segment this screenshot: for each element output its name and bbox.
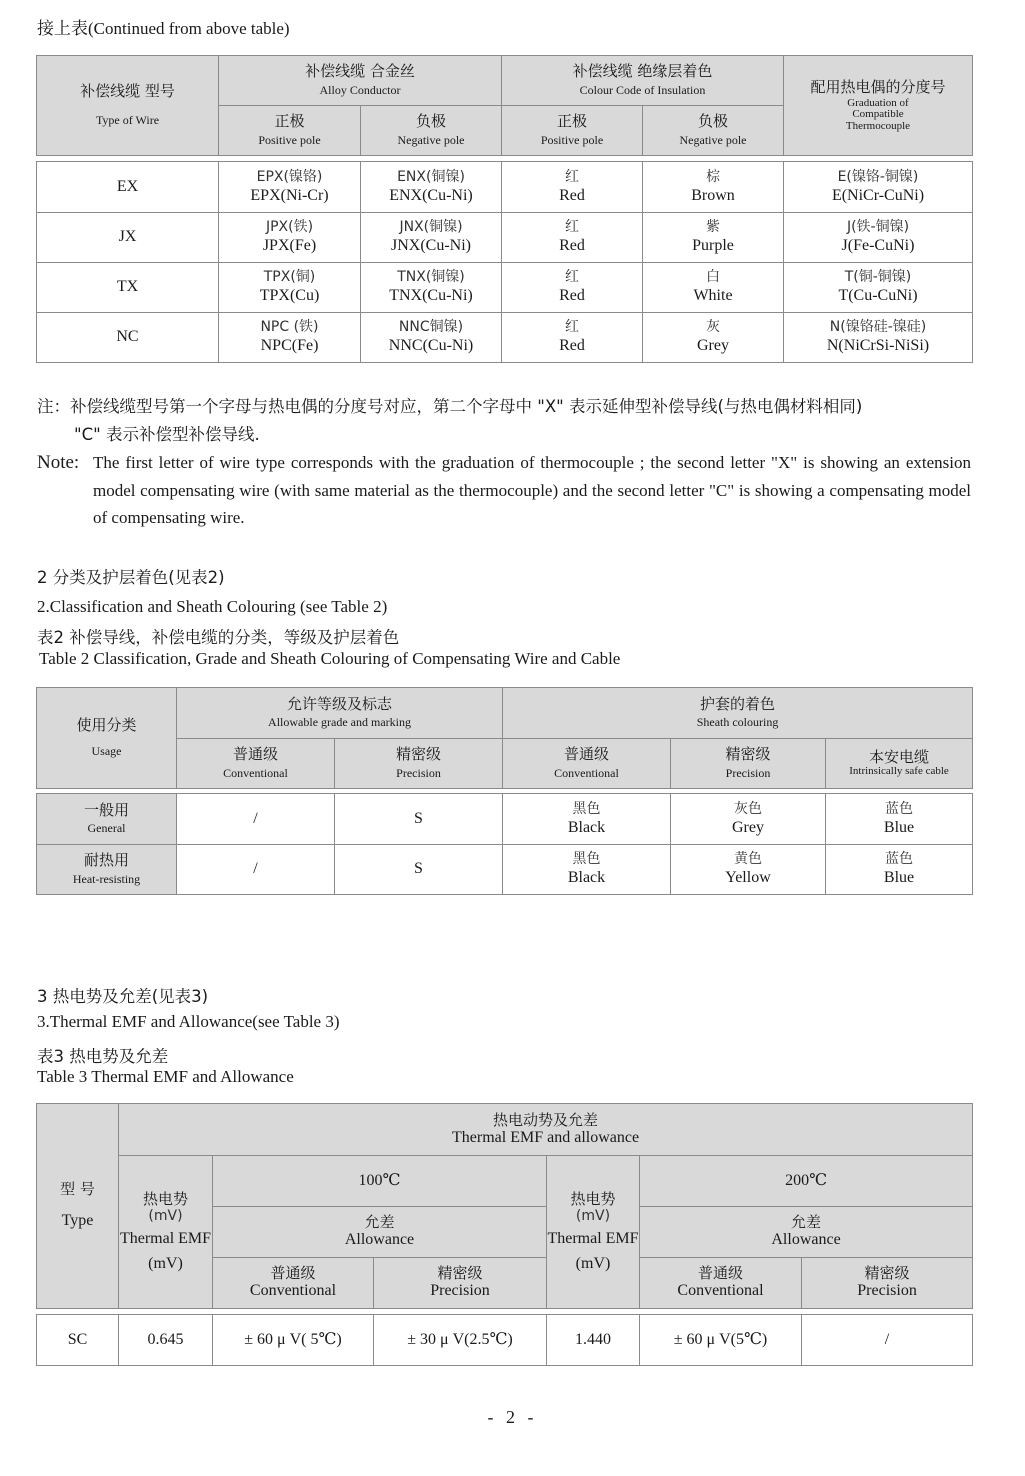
- t3-allow200-header: 允差 Allowance: [640, 1207, 973, 1258]
- t1-colour-pos-cell: 红 Red: [502, 313, 643, 363]
- t1-alloy-header: 补偿线缆 合金丝 Alloy Conductor: [219, 56, 502, 106]
- table2-caption-en: Table 2 Classification, Grade and Sheath Colouring of Compensating Wire and Cable: [39, 649, 621, 668]
- t1-pos-cell: TPX(铜) TPX(Cu): [219, 263, 361, 313]
- t1-type-cell: NC: [37, 313, 219, 363]
- table1-body: [36, 161, 973, 363]
- t2-sheath-prec-cell: 黄色 Yellow: [671, 845, 826, 895]
- t1-colour-neg-cell: 白 White: [643, 263, 784, 313]
- table3-caption-en: Table 3 Thermal EMF and Allowance: [37, 1067, 294, 1086]
- t3-conv200-header: 普通级 Conventional: [640, 1258, 802, 1309]
- t3-type-header: 型 号 Type: [37, 1104, 119, 1309]
- t2-sheath-prec-cell: 灰色 Grey: [671, 794, 826, 845]
- t1-grad-cell: T(铜-铜镍) T(Cu-CuNi): [784, 263, 973, 313]
- t3-emf200-cell: 1.440: [547, 1315, 640, 1366]
- t3-prec100-header: 精密级 Precision: [374, 1258, 547, 1309]
- t1-colour-pos-cell: 红 Red: [502, 263, 643, 313]
- t1-alloy-negative-header: 负极 Negative pole: [361, 106, 502, 156]
- t2-sheath-conv-header: 普通级 Conventional: [503, 739, 671, 789]
- t2-sheath-prec-header: 精密级 Precision: [671, 739, 826, 789]
- t1-type-cell: JX: [37, 213, 219, 263]
- t1-grad-cell: E(镍铬-铜镍) E(NiCr-CuNi): [784, 162, 973, 213]
- t2-sheath-header: 护套的着色 Sheath colouring: [503, 688, 973, 739]
- t1-grad-cell: N(镍铬硅-镍硅) N(NiCrSi-NiSi): [784, 313, 973, 363]
- t3-te100-header: 热电势 (mV) Thermal EMF (mV): [119, 1156, 213, 1309]
- t3-conv200-cell: ± 60 μ V(5℃): [640, 1315, 802, 1366]
- t1-colour-header: 补偿线缆 绝缘层着色 Colour Code of Insulation: [502, 56, 784, 106]
- table-row: [37, 162, 973, 213]
- t3-emf100-cell: 0.645: [119, 1315, 213, 1366]
- t2-grade-prec-header: 精密级 Precision: [335, 739, 503, 789]
- page-number: - 2 -: [487, 1407, 538, 1427]
- note-chinese: 注：补偿线缆型号第一个字母与热电偶的分度号对应，第二个字母中 "X" 表示延伸型补偿导线(与热电偶材料相同) "C" 表示补偿型补偿导线.: [37, 397, 863, 444]
- table1-header: [36, 55, 973, 156]
- t1-pos-cell: EPX(镍铬) EPX(Ni-Cr): [219, 162, 361, 213]
- continued-caption: 接上表(Continued from above table): [37, 19, 290, 38]
- section3-title-en: 3.Thermal EMF and Allowance(see Table 3): [37, 1012, 340, 1031]
- t1-type-cell: TX: [37, 263, 219, 313]
- t2-prec-cell: S: [335, 794, 503, 845]
- table-row: [37, 1315, 973, 1366]
- table2-caption-cn: 表2 补偿导线，补偿电缆的分类，等级及护层着色: [37, 628, 400, 647]
- section2-title-cn: 2 分类及护层着色(见表2): [37, 568, 225, 587]
- t2-conv-cell: /: [177, 845, 335, 895]
- table2-header: [36, 687, 973, 789]
- table3-caption-cn: 表3 热电势及允差: [37, 1047, 169, 1066]
- table-row: [37, 263, 973, 313]
- t2-conv-cell: /: [177, 794, 335, 845]
- t2-grade-header: 允许等级及标志 Allowable grade and marking: [177, 688, 503, 739]
- t1-colour-neg-cell: 紫 Purple: [643, 213, 784, 263]
- t3-200-header: 200℃: [640, 1156, 973, 1207]
- table3-header: [36, 1103, 973, 1309]
- table-row: [37, 794, 973, 845]
- table3-body: [36, 1314, 973, 1366]
- t2-usage-cell: 一般用 General: [37, 794, 177, 845]
- t1-neg-cell: TNX(铜镍) TNX(Cu-Ni): [361, 263, 502, 313]
- t1-type-cell: EX: [37, 162, 219, 213]
- t1-colour-positive-header: 正极 Positive pole: [502, 106, 643, 156]
- t3-prec200-header: 精密级 Precision: [802, 1258, 973, 1309]
- t1-colour-negative-header: 负极 Negative pole: [643, 106, 784, 156]
- t1-colour-neg-cell: 棕 Brown: [643, 162, 784, 213]
- t3-emf-header: 热电动势及允差 Thermal EMF and allowance: [119, 1104, 973, 1156]
- t3-prec200-cell: /: [802, 1315, 973, 1366]
- table-row: [37, 313, 973, 363]
- note-english: Note: The first letter of wire type corresponds with the graduation of thermocouple ; the second letter "X" is showing an extension model compensating wire (with same material as the thermocouple) and the second letter "C" is showing a compensating model of compensating wire.: [37, 452, 971, 527]
- t1-pos-cell: JPX(铁) JPX(Fe): [219, 213, 361, 263]
- table-row: [37, 213, 973, 263]
- t1-grad-cell: J(铁-铜镍) J(Fe-CuNi): [784, 213, 973, 263]
- t1-neg-cell: NNC铜镍) NNC(Cu-Ni): [361, 313, 502, 363]
- t2-usage-header: 使用分类 Usage: [37, 688, 177, 789]
- t3-100-header: 100℃: [213, 1156, 547, 1207]
- t2-sheath-conv-cell: 黑色 Black: [503, 845, 671, 895]
- t3-allow100-header: 允差 Allowance: [213, 1207, 547, 1258]
- t1-colour-pos-cell: 红 Red: [502, 213, 643, 263]
- table-row: [37, 845, 973, 895]
- t3-te200-header: 热电势 (mV) Thermal EMF (mV): [547, 1156, 640, 1309]
- t2-sheath-conv-cell: 黑色 Black: [503, 794, 671, 845]
- t1-graduation-header: 配用热电偶的分度号 Graduation of Compatible Thermocouple: [784, 56, 973, 156]
- t3-prec100-cell: ± 30 μ V(2.5℃): [374, 1315, 547, 1366]
- t2-sheath-safe-header: 本安电缆 Intrinsically safe cable: [826, 739, 973, 789]
- t1-colour-pos-cell: 红 Red: [502, 162, 643, 213]
- section2-title-en: 2.Classification and Sheath Colouring (see Table 2): [37, 597, 388, 616]
- section3-title-cn: 3 热电势及允差(见表3): [37, 987, 209, 1006]
- t3-conv100-header: 普通级 Conventional: [213, 1258, 374, 1309]
- t2-sheath-safe-cell: 蓝色 Blue: [826, 794, 973, 845]
- t3-type-cell: SC: [37, 1315, 119, 1366]
- t2-grade-conv-header: 普通级 Conventional: [177, 739, 335, 789]
- t3-conv100-cell: ± 60 μ V( 5℃): [213, 1315, 374, 1366]
- t1-pos-cell: NPC (铁) NPC(Fe): [219, 313, 361, 363]
- t1-neg-cell: JNX(铜镍) JNX(Cu-Ni): [361, 213, 502, 263]
- t2-sheath-safe-cell: 蓝色 Blue: [826, 845, 973, 895]
- table2-body: [36, 793, 973, 895]
- t1-neg-cell: ENX(铜镍) ENX(Cu-Ni): [361, 162, 502, 213]
- t1-type-header: 补偿线缆 型号 Type of Wire: [37, 56, 219, 156]
- t1-colour-neg-cell: 灰 Grey: [643, 313, 784, 363]
- t2-usage-cell: 耐热用 Heat-resisting: [37, 845, 177, 895]
- t2-prec-cell: S: [335, 845, 503, 895]
- t1-alloy-positive-header: 正极 Positive pole: [219, 106, 361, 156]
